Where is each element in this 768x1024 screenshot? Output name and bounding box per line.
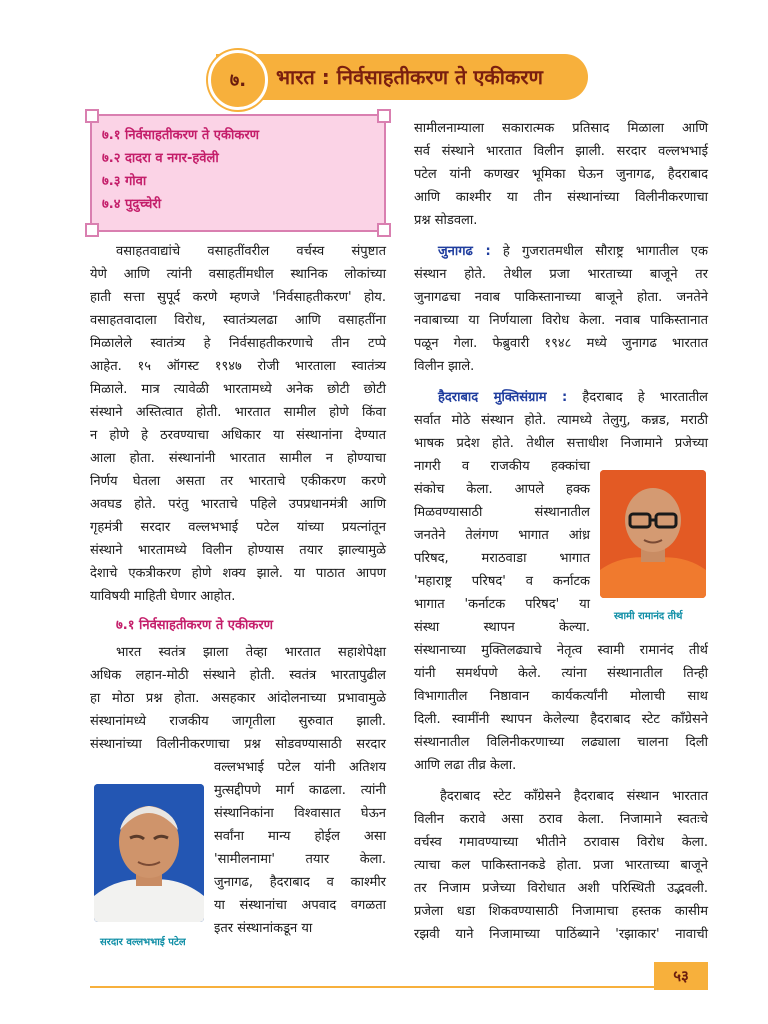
- text-line: 'सामीलनामा' तयार केला.: [214, 852, 386, 867]
- chapter-number-badge: [208, 50, 268, 110]
- text-line: प्रश्न सोडवला.: [414, 213, 478, 228]
- text-line: संस्थाने अस्तित्वात होती. भारतात सामील होणे किंवा: [90, 405, 386, 420]
- box-corner-ornament: [377, 109, 391, 123]
- text-line: सर्वात मोठे संस्थान होते. त्यामध्ये तेलुगु, कन्नड, मराठी: [414, 413, 708, 428]
- final-paragraph: [414, 785, 708, 946]
- text-line: संस्थानांच्या विलीनीकरणाचा प्रश्न सोडवण्यासाठी सरदार: [90, 737, 386, 752]
- text-line: वसाहतवादाला विरोध, स्वातंत्र्यलढा आणि वसाहतींना: [90, 313, 386, 328]
- text-line: हा मोठा प्रश्न होता. असहकार आंदोलनाच्या प्रभावामुळे: [90, 691, 386, 706]
- text-line: मिळवण्यासाठी संस्थानातील: [414, 505, 590, 520]
- text-line: हैदराबाद स्टेट काँग्रेसने हैदराबाद संस्थान भारतात: [440, 789, 708, 804]
- text-line: संस्थानाच्या मुक्तिलढ्याचे नेतृत्व स्वामी रामानंद तीर्थ: [414, 643, 708, 658]
- text-line: मुत्सद्दीपणे मार्ग काढला. त्यांनी: [214, 783, 386, 798]
- contents-box: [90, 114, 386, 232]
- chapter-title: भारत : निर्वसाहतीकरण ते एकीकरण: [276, 65, 543, 89]
- text-line: वल्लभभाई पटेल यांनी अतिशय: [214, 760, 386, 775]
- section-heading: ७.१ निर्वसाहतीकरण ते एकीकरण: [116, 618, 274, 633]
- text-line: संस्थानिकांना विश्वासात घेऊन: [214, 806, 386, 821]
- swami-ramanand-tirth-portrait: [600, 470, 706, 598]
- text-line: त्याचा कल पाकिस्तानकडे होता. प्रजा भारताच्या बाजूने: [414, 858, 708, 873]
- text-line: जनतेने तेलंगण भागात आंध्र: [414, 528, 590, 543]
- text-line: रझवी याने निजामाच्या पाठिंब्याने 'रझाकार' नावाची: [414, 927, 708, 942]
- hyderabad-term: हैदराबाद मुक्तिसंग्राम :: [438, 390, 568, 405]
- text-line: वर्चस्व गमावण्याच्या भीतीने ठरावास विरोध केला.: [414, 835, 708, 850]
- text-line: संस्थान होते. तेथील प्रजा भारताच्या बाजूने तर: [414, 267, 708, 282]
- text-line: 'महाराष्ट्र परिषद' व कर्नाटक: [414, 574, 590, 589]
- text-line: नागरी व राजकीय हक्कांचा: [414, 459, 590, 474]
- text-line: संस्थानांमध्ये राजकीय जागृतीला सुरुवात झाली.: [90, 714, 386, 729]
- footer-rule: [90, 986, 660, 988]
- sardar-patel-portrait: [94, 784, 204, 922]
- text-line: आला होता. संस्थानांनी भारतात सामील न होण्याचा: [90, 451, 386, 466]
- junagadh-term: जुनागढ :: [438, 244, 491, 259]
- text-line: भागात 'कर्नाटक परिषद' या: [414, 597, 590, 612]
- junagadh-paragraph: [414, 240, 708, 378]
- text-line: आणि लढा तीव्र केला.: [414, 758, 517, 773]
- box-corner-ornament: [85, 109, 99, 123]
- text-line: देशाचे एकत्रीकरण होणे शक्य झाले. या पाठात आपण: [90, 566, 386, 581]
- text-line: संस्था स्थापन केल्या.: [414, 620, 590, 635]
- section-paragraph: [90, 641, 386, 756]
- hyderabad-first-line: हैदराबाद हे भारतातील: [582, 390, 709, 405]
- portrait-illustration: [94, 784, 204, 922]
- text-line: न होणे हे ठरवण्याचा अधिकार या संस्थानांना देण्यात: [90, 428, 386, 443]
- text-line: सर्व संस्थाने भारतात विलीन झाली. सरदार वल्लभभाई: [414, 144, 708, 159]
- text-line: निर्णय घेतला असता तर भारताचे एकीकरण करणे: [90, 474, 386, 489]
- portrait-caption: स्वामी रामानंद तीर्थ: [614, 611, 683, 622]
- text-line: संस्थानातील विलिनीकरणाच्या लढ्याला चालना दिली: [414, 735, 708, 750]
- toc-item: ७.२ दादरा व नगर-हवेली: [102, 151, 219, 166]
- text-line: येणे आणि त्यांनी वसाहतींमधील स्थानिक लोकांच्या: [90, 267, 386, 282]
- page-number: ५३: [654, 962, 708, 990]
- continued-paragraph: [414, 117, 708, 232]
- text-line: परिषद, मराठवाडा भागात: [414, 551, 590, 566]
- text-line: मिळालेले स्वातंत्र्य हे निर्वसाहतीकरणाचे तीन टप्पे: [90, 336, 386, 351]
- text-line: जुनागढ, हैदराबाद व काश्मीर: [214, 875, 386, 890]
- box-corner-ornament: [377, 223, 391, 237]
- text-line: आहेत. १५ ऑगस्ट १९४७ रोजी भारताला स्वातंत्र्य: [90, 359, 386, 374]
- text-line: पटेल यांनी कणखर भूमिका घेऊन जुनागढ, हैदराबाद: [414, 167, 708, 182]
- wrapped-paragraph: [214, 756, 386, 940]
- box-corner-ornament: [85, 223, 99, 237]
- text-line: याविषयी माहिती घेणार आहोत.: [90, 589, 236, 604]
- text-line: गृहमंत्री सरदार वल्लभभाई पटेल यांच्या प्रयत्नांतून: [90, 520, 386, 535]
- text-line: सर्वांना मान्य होईल असा: [214, 829, 386, 844]
- text-line: अवघड होते. परंतु भारताचे पहिले उपप्रधानमंत्री आणि: [90, 497, 386, 512]
- text-line: सामीलनाम्याला सकारात्मक प्रतिसाद मिळाला आणि: [414, 121, 708, 136]
- toc-item: ७.३ गोवा: [102, 174, 147, 189]
- text-line: पळून गेला. फेब्रुवारी १९४८ मध्ये जुनागढ भारतात: [414, 336, 708, 351]
- intro-paragraph: [90, 240, 386, 608]
- text-line: विलीन झाले.: [414, 359, 475, 374]
- text-line: इतर संस्थानांकडून या: [214, 921, 313, 936]
- text-line: विलीन करावे असा ठराव केला. निजामाने स्वतःचे: [414, 812, 708, 827]
- text-line: संकोच केला. आपले हक्क: [414, 482, 590, 497]
- text-line: अधिक लहान-मोठी संस्थाने होती. स्वतंत्र भारतापुढील: [90, 668, 386, 683]
- chapter-number: ७.: [229, 70, 247, 91]
- toc-item: ७.१ निर्वसाहतीकरण ते एकीकरण: [102, 128, 260, 143]
- text-line: वसाहतवाद्यांचे वसाहतींवरील वर्चस्व संपुष्टात: [116, 244, 386, 259]
- text-line: संस्थाने भारतामध्ये विलीन होण्यास तयार झाल्यामुळे: [90, 543, 386, 558]
- text-line: यांनी समर्थपणे केले. त्यांना संस्थानातील तिन्ही: [414, 666, 708, 681]
- portrait-caption: सरदार वल्लभभाई पटेल: [100, 937, 186, 948]
- text-line: या संस्थानांचा अपवाद वगळता: [214, 898, 386, 913]
- text-line: विभागातील निष्ठावान कार्यकर्त्यांनी मोलाची साथ: [414, 689, 708, 704]
- text-line: नवाबाच्या या निर्णयाला विरोध केला. नवाब पाकिस्तानात: [414, 313, 708, 328]
- text-line: आणि काश्मीर या तीन संस्थानांच्या विलीनीकरणाचा: [414, 190, 708, 205]
- text-line: तर निजाम प्रजेच्या विरोधात अशी परिस्थिती उद्भवली.: [414, 881, 708, 896]
- text-line: भारत स्वतंत्र झाला तेव्हा भारतात सहाशेपेक्षा: [116, 645, 386, 660]
- toc-item: ७.४ पुदुच्चेरी: [102, 197, 162, 212]
- text-line: जुनागढचा नवाब पाकिस्तानाच्या बाजूने होता. जनतेने: [414, 290, 708, 305]
- junagadh-first-line: हे गुजरातमधील सौराष्ट्र भागातील एक: [502, 244, 708, 259]
- text-line: दिली. स्वामींनी स्थापन केलेल्या हैदराबाद स्टेट काँग्रेसने: [414, 712, 708, 727]
- text-line: मिळाले. मात्र त्यावेळी भारतामध्ये अनेक छोटी छोटी: [90, 382, 386, 397]
- text-line: प्रजेला धडा शिकवण्यासाठी निजामाचा हस्तक कासीम: [414, 904, 708, 919]
- text-line: हाती सत्ता सुपूर्द करणे म्हणजे 'निर्वसाहतीकरण' होय.: [90, 290, 386, 305]
- portrait-illustration: [600, 470, 706, 598]
- text-line: भाषक प्रदेश होते. तेथील सत्ताधीश निजामाने प्रजेच्या: [414, 436, 708, 451]
